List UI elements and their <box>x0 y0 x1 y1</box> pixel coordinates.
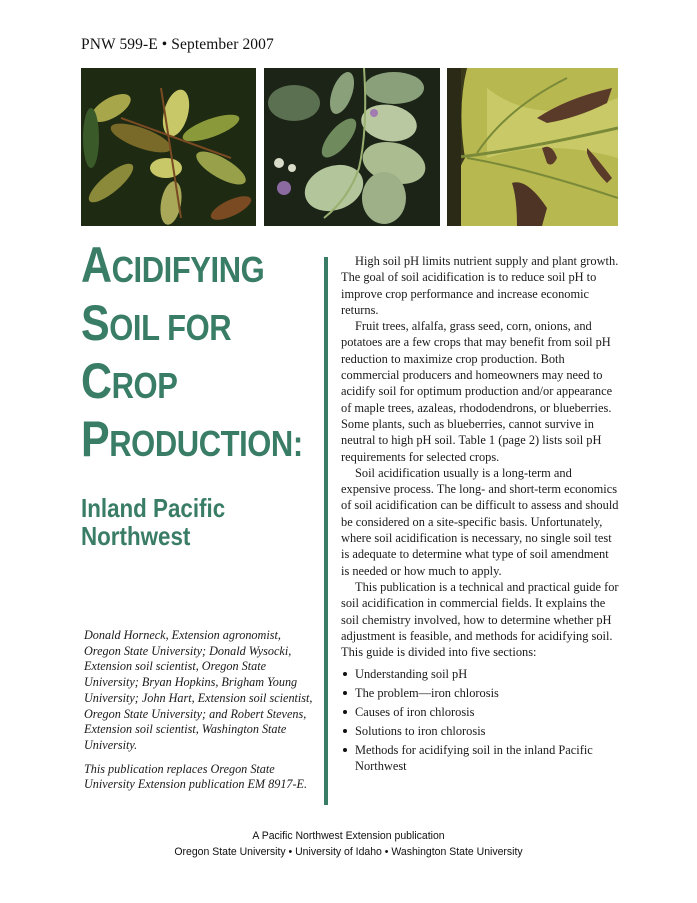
replaces-note: This publication replaces Oregon State University Extension publication EM 8917-E. <box>84 761 308 792</box>
photo-blueberry-leaves <box>264 68 440 226</box>
section-item: The problem—iron chlorosis <box>341 685 619 701</box>
column-divider-bar <box>324 257 328 805</box>
section-item: Solutions to iron chlorosis <box>341 723 619 739</box>
footer-line-2: Oregon State University • University of Idaho • Washington State University <box>174 846 523 858</box>
photo-leaf-necrosis <box>447 68 618 226</box>
publication-header: PNW 599-E • September 2007 <box>81 36 274 53</box>
intro-paragraph-2: Fruit trees, alfalfa, grass seed, corn, onions, and potatoes are a few crops that may benefit from soil pH reduction to maximize crop production. Both commercial producers and homeowners may need to acidify soil for optimum production and/or appearance of maple trees, azaleas, rhododendrons, or blueberries. Some plants, such as blueberries, cannot survive in neutral to high pH soil. Table 1 (page 2) lists soil pH requirements for selected crops. <box>341 319 613 464</box>
title-line-4: PRODUCTION: <box>81 411 303 467</box>
subtitle-line-2: Northwest <box>81 521 191 551</box>
publisher-footer <box>0 828 697 860</box>
sections-list <box>341 666 619 774</box>
author-list: Donald Horneck, Extension agronomist, Oregon State University; Donald Wysocki, Extension soil scientist, Oregon State University; Bryan Hopkins, Brigham Young University; John Hart, Extension soil scientist, Oregon State University; and Robert Stevens, Extension soil scientist, Washington State University. <box>84 628 313 752</box>
subtitle-line-1: Inland Pacific <box>81 493 226 523</box>
title-line-2: SOIL FOR <box>81 295 232 351</box>
footer-line-1: A Pacific Northwest Extension publication <box>252 830 445 842</box>
introduction-column <box>341 253 619 777</box>
leaf-photo-1 <box>81 68 256 226</box>
leaf-photo-2 <box>264 68 440 226</box>
title-line-1: ACIDIFYING <box>81 237 265 293</box>
title-line-3: CROP <box>81 353 178 409</box>
photo-chlorotic-shrub <box>81 68 256 226</box>
document-title <box>81 237 339 472</box>
intro-paragraph-3: Soil acidification usually is a long-term and expensive process. The long- and short-term economics of soil acidification can be difficult to assess and should be considered on a site-specific basis. Unfortunately, where soil acidification is necessary, no single soil test is adequate to determine what type of soil amendment is needed or how much to apply. <box>341 465 619 578</box>
section-item: Causes of iron chlorosis <box>341 704 619 720</box>
intro-paragraph-1: High soil pH limits nutrient supply and plant growth. The goal of soil acidification is to reduce soil pH to improve crop performance and increase economic returns. <box>341 254 619 317</box>
document-subtitle <box>81 494 225 550</box>
intro-paragraph-4: This publication is a technical and practical guide for soil acidification in commercial fields. It explains the soil chemistry involved, how to determine whether pH adjustment is feasible, and methods for acidifying soil. This guide is divided into five sections: <box>341 579 619 660</box>
section-item: Methods for acidifying soil in the inland Pacific Northwest <box>341 742 619 775</box>
section-item: Understanding soil pH <box>341 666 619 682</box>
leaf-photo-3 <box>447 68 618 226</box>
author-credits <box>84 628 314 801</box>
